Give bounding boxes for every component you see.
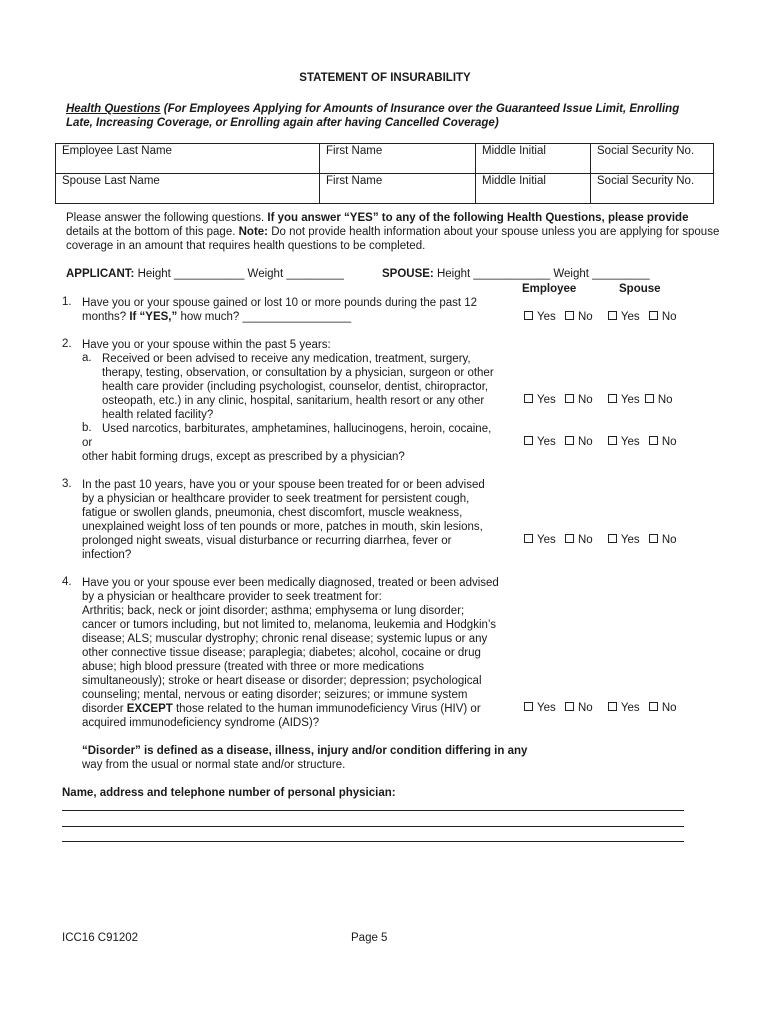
question-4-text xyxy=(82,576,499,730)
question-1-if-yes: If “YES,” xyxy=(129,311,178,323)
checkbox-icon[interactable] xyxy=(649,311,658,320)
question-4-line: counseling; mental, nervous or eating disorder; seizures; or immune system xyxy=(82,689,468,701)
employee-middle-initial-field[interactable]: Middle Initial xyxy=(476,144,591,174)
spouse-ssn-field[interactable]: Social Security No. xyxy=(591,174,714,204)
no-label: No xyxy=(657,394,673,406)
q2a-spouse-no[interactable] xyxy=(645,394,673,406)
q2a-employee-no[interactable] xyxy=(565,394,593,406)
applicant-label: APPLICANT: xyxy=(66,268,135,280)
disorder-definition xyxy=(82,744,527,772)
checkbox-icon[interactable] xyxy=(608,311,617,320)
question-4-line: simultaneously); stroke or heart disease or disorder; depression; psychological xyxy=(82,675,482,687)
q2b-spouse-no[interactable] xyxy=(649,436,677,448)
spouse-measurements[interactable] xyxy=(382,268,650,280)
employee-ssn-field[interactable]: Social Security No. xyxy=(591,144,714,174)
question-3-text xyxy=(82,478,485,562)
checkbox-icon[interactable] xyxy=(524,534,533,543)
page-number: Page 5 xyxy=(351,932,388,944)
yes-label: Yes xyxy=(537,534,556,546)
no-label: No xyxy=(661,702,677,714)
note-text: Do not provide health information about your spouse unless you are applying for spouse coverage in an amount that requires health questions to be completed. xyxy=(66,226,720,252)
employee-row xyxy=(56,144,714,174)
q3-spouse-yes[interactable] xyxy=(608,534,640,546)
yes-label: Yes xyxy=(620,394,640,406)
question-1-line: months? xyxy=(82,311,130,323)
checkbox-icon[interactable] xyxy=(524,311,533,320)
question-4-line: Arthritis; back, neck or joint disorder; asthma; emphysema or lung disorder; xyxy=(82,605,465,617)
checkbox-icon[interactable] xyxy=(565,311,574,320)
no-label: No xyxy=(577,394,593,406)
question-2b-text xyxy=(102,422,491,436)
employee-first-name-field[interactable]: First Name xyxy=(320,144,476,174)
employee-column-header: Employee xyxy=(522,283,577,295)
q1-employee-yes[interactable] xyxy=(524,311,556,323)
health-questions-description: (For Employees Applying for Amounts of Insurance over the Guaranteed Issue Limit, Enrolling Late, Increasing Coverage, or Enrolling again after having Cancelled Coverage) xyxy=(66,103,680,129)
checkbox-icon[interactable] xyxy=(645,394,654,403)
no-label: No xyxy=(577,311,593,323)
question-2a-line: health related facility? xyxy=(102,409,214,421)
physician-line-3[interactable] xyxy=(62,841,684,842)
q2a-spouse-yes[interactable] xyxy=(608,394,640,406)
yes-label: Yes xyxy=(537,394,556,406)
physician-line-2[interactable] xyxy=(62,826,684,827)
question-3-number: 3. xyxy=(62,478,72,490)
question-3-line: unexplained weight loss of ten pounds or more, patches in mouth, skin lesions, xyxy=(82,521,483,533)
spouse-label: SPOUSE: xyxy=(382,268,434,280)
instructions-text: Please answer the following questions. xyxy=(66,212,268,224)
checkbox-icon[interactable] xyxy=(649,702,658,711)
health-questions-label: Health Questions xyxy=(66,103,161,115)
question-4-line: acquired immunodeficiency syndrome (AIDS)? xyxy=(82,717,320,729)
question-2a-line: therapy, testing, observation, or consultation by a physician, surgeon or other xyxy=(102,367,494,379)
question-4-line: by a physician or healthcare provider to seek treatment for: xyxy=(82,591,382,603)
instructions-details-text: details at the bottom of this page. xyxy=(66,226,239,238)
checkbox-icon[interactable] xyxy=(524,394,533,403)
checkbox-icon[interactable] xyxy=(565,702,574,711)
instructions xyxy=(66,211,726,253)
question-4-line: cancer or tumors including, but not limited to, melanoma, leukemia and Hodgkin’s xyxy=(82,619,496,631)
question-2a-line: Received or been advised to receive any medication, treatment, surgery, xyxy=(102,353,471,365)
q4-employee-yes[interactable] xyxy=(524,702,556,714)
question-4-line: disease; ALS; muscular dystrophy; chronic renal disease; systemic lupus or any xyxy=(82,633,488,645)
q2a-employee-yes[interactable] xyxy=(524,394,556,406)
question-4-line-part: disorder xyxy=(82,703,127,715)
checkbox-icon[interactable] xyxy=(565,436,574,445)
spouse-column-header: Spouse xyxy=(619,283,661,295)
q2b-employee-yes[interactable] xyxy=(524,436,556,448)
question-2a-label: a. xyxy=(82,352,92,364)
yes-label: Yes xyxy=(620,702,640,714)
disorder-definition-line: “Disorder” is defined as a disease, illness, injury and/or condition differing in any xyxy=(82,745,528,757)
no-label: No xyxy=(661,534,677,546)
no-label: No xyxy=(577,702,593,714)
note-label: Note: xyxy=(238,226,268,238)
question-3-line: fatigue or swollen glands, pneumonia, chest discomfort, muscle weakness, xyxy=(82,507,463,519)
physician-label: Name, address and telephone number of personal physician: xyxy=(62,787,396,799)
spouse-first-name-field[interactable]: First Name xyxy=(320,174,476,204)
yes-label: Yes xyxy=(537,311,556,323)
question-1-text xyxy=(82,296,477,324)
question-3-line: prolonged night sweats, visual disturbance or recurring diarrhea, fever or xyxy=(82,535,452,547)
physician-line-1[interactable] xyxy=(62,810,684,811)
q3-spouse-no[interactable] xyxy=(649,534,677,546)
checkbox-icon[interactable] xyxy=(524,702,533,711)
q2b-answers xyxy=(524,436,677,448)
spouse-height-weight: Height ____________ Weight _________ xyxy=(433,268,650,280)
checkbox-icon[interactable] xyxy=(608,436,617,445)
question-4-line: other connective tissue disease; paraplegia; diabetes; alcohol, cocaine or drug xyxy=(82,647,481,659)
applicant-height-weight: Height ___________ Weight _________ xyxy=(134,268,344,280)
disorder-definition-line: way from the usual or normal state and/or structure. xyxy=(82,759,346,771)
q2a-answers xyxy=(524,394,673,406)
no-label: No xyxy=(577,436,593,448)
yes-label: Yes xyxy=(537,436,556,448)
question-1-line: Have you or your spouse gained or lost 10 or more pounds during the past 12 xyxy=(82,297,478,309)
spouse-last-name-field[interactable]: Spouse Last Name xyxy=(56,174,320,204)
q3-employee-no[interactable] xyxy=(565,534,593,546)
checkbox-icon[interactable] xyxy=(565,394,574,403)
question-1-line: how much? _________________ xyxy=(177,311,352,323)
checkbox-icon[interactable] xyxy=(649,534,658,543)
checkbox-icon[interactable] xyxy=(565,534,574,543)
question-4-except: EXCEPT xyxy=(126,703,173,715)
q4-spouse-no[interactable] xyxy=(649,702,677,714)
q3-employee-yes[interactable] xyxy=(524,534,556,546)
question-4-line: Have you or your spouse ever been medically diagnosed, treated or been advised xyxy=(82,577,499,589)
question-4-line: abuse; high blood pressure (treated with three or more medications xyxy=(82,661,424,673)
no-label: No xyxy=(661,436,677,448)
question-2a-line: health care provider (including psychologist, counselor, dentist, chiropractor, xyxy=(102,381,489,393)
applicant-info-table xyxy=(55,143,714,204)
spouse-row xyxy=(56,174,714,204)
question-2b-line: other habit forming drugs, except as prescribed by a physician? xyxy=(82,451,405,463)
checkbox-icon[interactable] xyxy=(524,436,533,445)
yes-label: Yes xyxy=(620,534,640,546)
question-4-line xyxy=(82,702,499,716)
page-title: STATEMENT OF INSURABILITY xyxy=(299,72,471,84)
health-questions-heading xyxy=(66,102,706,130)
q2b-employee-no[interactable] xyxy=(565,436,593,448)
checkbox-icon[interactable] xyxy=(649,436,658,445)
employee-last-name-field[interactable]: Employee Last Name xyxy=(56,144,320,174)
question-2b-label: b. xyxy=(82,422,92,434)
checkbox-icon[interactable] xyxy=(608,534,617,543)
yes-label: Yes xyxy=(537,702,556,714)
form-code: ICC16 C91202 xyxy=(62,932,139,944)
question-3-line: by a physician or healthcare provider to seek treatment for persistent cough, xyxy=(82,493,470,505)
q3-answers xyxy=(524,534,677,546)
applicant-measurements[interactable] xyxy=(66,268,344,280)
question-2b-line: or xyxy=(82,437,93,449)
question-1-number: 1. xyxy=(62,296,72,308)
question-2-text: Have you or your spouse within the past 5 years: xyxy=(82,339,331,351)
spouse-middle-initial-field[interactable]: Middle Initial xyxy=(476,174,591,204)
yes-label: Yes xyxy=(620,436,640,448)
question-3-line: infection? xyxy=(82,549,132,561)
question-2-number: 2. xyxy=(62,338,72,350)
q1-answers xyxy=(524,311,677,323)
question-2b-line: Used narcotics, barbiturates, amphetamines, hallucinogens, heroin, cocaine, xyxy=(102,423,492,435)
q2b-spouse-yes[interactable] xyxy=(608,436,640,448)
question-2b-continued xyxy=(82,436,405,464)
q4-answers xyxy=(524,702,677,714)
question-3-line: In the past 10 years, have you or your spouse been treated for or been advised xyxy=(82,479,485,491)
yes-label: Yes xyxy=(620,311,640,323)
question-4-line-part: those related to the human immunodeficiency Virus (HIV) or xyxy=(172,703,481,715)
checkbox-icon[interactable] xyxy=(608,394,617,403)
question-2a-line: osteopath, etc.) in any clinic, hospital, sanitarium, health resort or any other xyxy=(102,395,485,407)
q1-spouse-yes[interactable] xyxy=(608,311,640,323)
q1-employee-no[interactable] xyxy=(565,311,593,323)
q4-employee-no[interactable] xyxy=(565,702,593,714)
checkbox-icon[interactable] xyxy=(608,702,617,711)
question-4-number: 4. xyxy=(62,576,72,588)
no-label: No xyxy=(577,534,593,546)
q4-spouse-yes[interactable] xyxy=(608,702,640,714)
no-label: No xyxy=(661,311,677,323)
question-2a-text xyxy=(102,352,494,422)
q1-spouse-no[interactable] xyxy=(649,311,677,323)
instructions-yes-emphasis: If you answer “YES” to any of the following Health Questions, please provide xyxy=(267,212,689,224)
